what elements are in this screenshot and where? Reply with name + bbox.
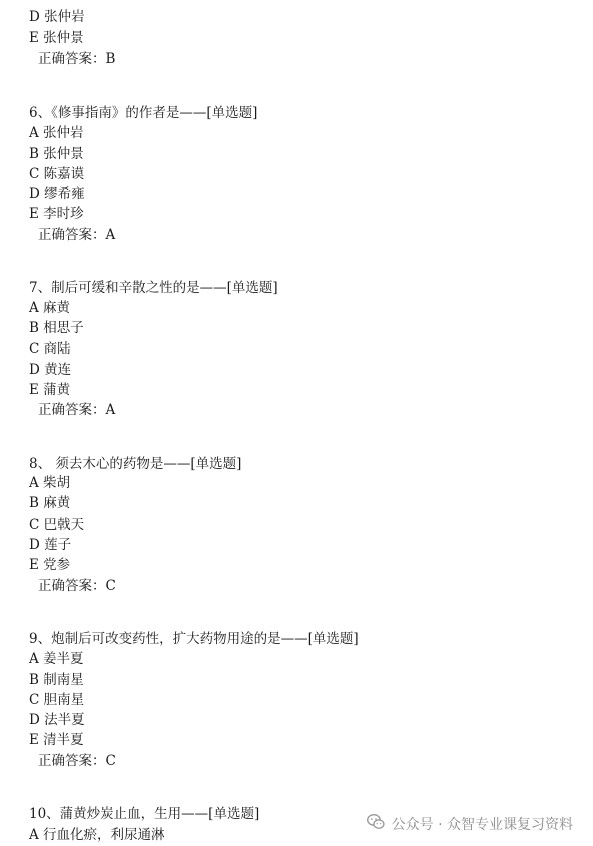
answer-q8: 正确答案：C xyxy=(38,578,116,594)
q10-option-a: A 行血化瘀，利尿通淋 xyxy=(29,827,165,843)
option-6-prev-d: D 张仲岩 xyxy=(29,9,85,25)
q9-option-d: D 法半夏 xyxy=(29,712,85,728)
q6-option-c: C 陈嘉谟 xyxy=(29,166,85,182)
question-8: 8、 须去木心的药物是——[单选题] xyxy=(29,456,242,472)
q8-option-e: E 党参 xyxy=(29,557,71,573)
q7-option-c: C 商陆 xyxy=(29,341,71,357)
q6-option-b: B 张仲景 xyxy=(29,146,84,162)
q9-option-a: A 姜半夏 xyxy=(29,651,84,667)
question-9: 9、炮制后可改变药性，扩大药物用途的是——[单选题] xyxy=(29,631,359,647)
q7-option-b: B 相思子 xyxy=(29,320,84,336)
q9-option-b: B 制南星 xyxy=(29,672,84,688)
q8-option-a: A 柴胡 xyxy=(29,475,71,491)
answer-q7: 正确答案：A xyxy=(38,402,116,418)
q6-option-d: D 缪希雍 xyxy=(29,186,85,202)
watermark xyxy=(366,812,573,836)
q6-option-e: E 李时珍 xyxy=(29,206,84,222)
option-6-prev-e: E 张仲景 xyxy=(29,30,84,46)
q7-option-a: A 麻黄 xyxy=(29,300,71,316)
q9-option-c: C 胆南星 xyxy=(29,692,85,708)
answer-q6: 正确答案：A xyxy=(38,227,116,243)
answer-q5: 正确答案：B xyxy=(38,51,116,67)
question-6: 6、《修事指南》的作者是——[单选题] xyxy=(29,105,258,121)
q8-option-b: B 麻黄 xyxy=(29,495,71,511)
q7-option-e: E 蒲黄 xyxy=(29,382,71,398)
q9-option-e: E 清半夏 xyxy=(29,732,84,748)
watermark-text: 公众号 · 众智专业课复习资料 xyxy=(391,817,573,833)
question-10: 10、蒲黄炒炭止血，生用——[单选题] xyxy=(29,806,260,822)
answer-q9: 正确答案：C xyxy=(38,753,116,769)
q7-option-d: D 黄连 xyxy=(29,362,72,378)
wechat-icon xyxy=(366,812,386,836)
q8-option-c: C 巴戟天 xyxy=(29,517,85,533)
q6-option-a: A 张仲岩 xyxy=(29,125,84,141)
q8-option-d: D 莲子 xyxy=(29,537,72,553)
question-7: 7、制后可缓和辛散之性的是——[单选题] xyxy=(29,280,278,296)
